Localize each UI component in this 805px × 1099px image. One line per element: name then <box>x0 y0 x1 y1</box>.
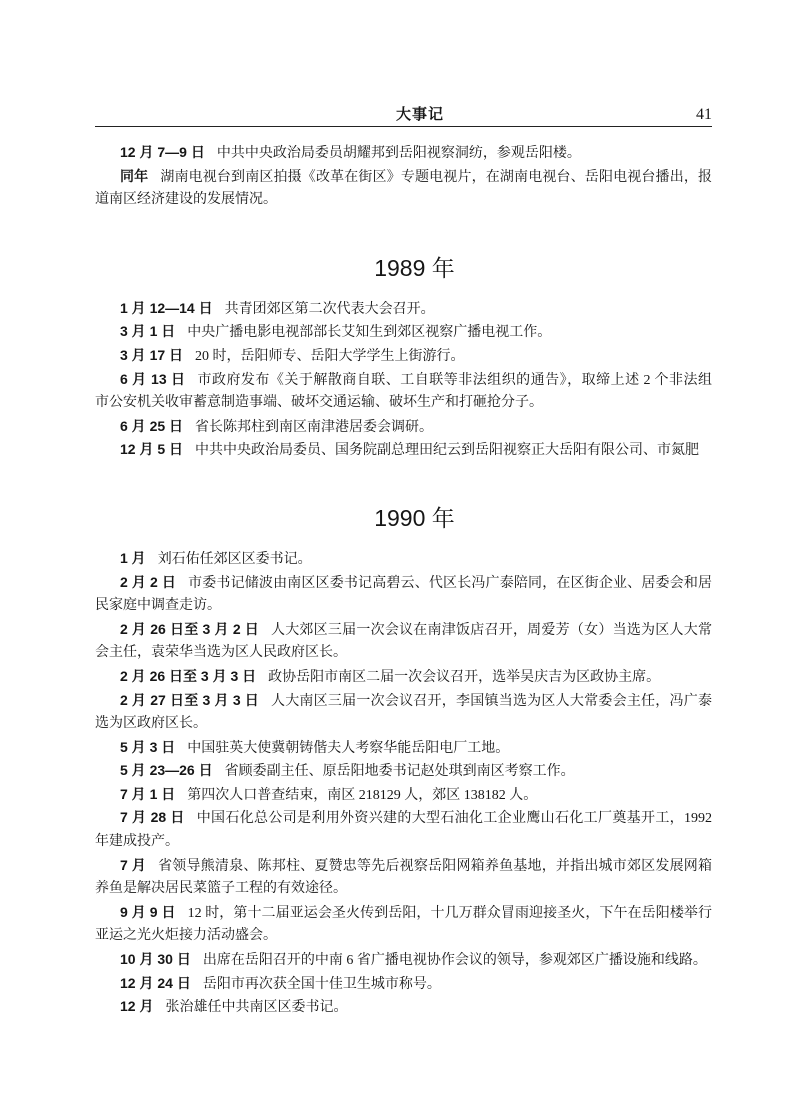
chronicle-entry <box>95 344 712 368</box>
entry-date: 1 月 12—14 日 <box>120 299 213 316</box>
chronicle-entry <box>95 806 712 853</box>
entry-text: 中国石化总公司是利用外资兴建的大型石油化工企业鹰山石化工厂奠基开工，1992 <box>196 811 712 827</box>
entry-text: 人大郊区三届一次会议在南津饭店召开，周爱芳（女）当选为区人大常 <box>270 622 712 638</box>
entry-first-line <box>95 665 712 689</box>
page-number: 41 <box>696 106 712 123</box>
chronicle-entry <box>95 854 712 901</box>
chronicle-entry <box>95 368 712 415</box>
entry-first-line <box>95 415 712 439</box>
entry-text: 12 时，第十二届亚运会圣火传到岳阳，十几万群众冒雨迎接圣火，下午在岳阳楼举行 <box>187 905 712 921</box>
chronicle-entry <box>95 948 712 972</box>
entry-date: 7 月 <box>120 856 147 873</box>
entry-text: 出席在岳阳召开的中南 6 省广播电视协作会议的领导，参观郊区广播设施和线路。 <box>202 953 707 969</box>
entry-text: 中国驻英大使冀朝铸偕夫人考察华能岳阳电厂工地。 <box>187 740 510 756</box>
entry-text: 共青团郊区第二次代表大会召开。 <box>224 301 435 317</box>
entry-date: 2 月 26 日至 3 月 2 日 <box>120 620 259 637</box>
entry-continuation-line <box>95 594 712 618</box>
header-rule <box>95 126 712 127</box>
entry-date: 5 月 3 日 <box>120 738 176 755</box>
entry-first-line <box>95 854 712 878</box>
entry-date: 3 月 1 日 <box>120 323 176 340</box>
entry-first-line <box>95 689 712 713</box>
entry-date: 9 月 9 日 <box>120 903 176 920</box>
entry-first-line <box>95 783 712 807</box>
year-heading: 1990 年 <box>374 504 455 531</box>
entry-text: 20 时，岳阳师专、岳阳大学学生上街游行。 <box>195 348 465 364</box>
entry-text: 市政府发布《关于解散商自联、工自联等非法组织的通告》，取缔上述 2 个非法组 <box>197 372 712 388</box>
chronicle-entry <box>95 995 712 1019</box>
chronicle-entry <box>95 783 712 807</box>
chronicle-body <box>95 141 712 1019</box>
entry-text: 湖南电视台到南区拍摄《改革在街区》专题电视片，在湖南电视台、岳阳电视台播出，报 <box>160 169 712 185</box>
entry-text: 张治雄任中共南区区委书记。 <box>165 1000 348 1016</box>
year-heading: 1989 年 <box>374 254 455 281</box>
entry-first-line <box>95 995 712 1019</box>
entry-continuation-line <box>95 641 712 665</box>
entry-continuation-line <box>95 924 712 948</box>
entry-text: 省顾委副主任、原岳阳地委书记赵处琪到南区考察工作。 <box>224 764 575 780</box>
chronicle-entry <box>95 689 712 736</box>
entry-first-line <box>95 438 712 462</box>
entry-text: 年建成投产。 <box>95 834 179 850</box>
entry-text: 第四次人口普查结束，南区 218129 人，郊区 138182 人。 <box>187 787 538 803</box>
year-entries <box>95 547 712 1019</box>
entry-first-line <box>95 736 712 760</box>
entry-first-line <box>95 618 712 642</box>
entry-text: 省长陈邦柱到南区南津港居委会调研。 <box>195 419 434 435</box>
entry-first-line <box>95 571 712 595</box>
entry-continuation-line <box>95 391 712 415</box>
chronicle-entry <box>95 736 712 760</box>
entry-text: 市公安机关收审蓄意制造事端、破坏交通运输、破坏生产和打砸抢分子。 <box>95 395 543 411</box>
entry-date: 10 月 30 日 <box>120 951 191 968</box>
chronicle-entry <box>95 141 712 165</box>
entry-date: 12 月 24 日 <box>120 974 191 991</box>
entry-text: 省领导熊清泉、陈邦柱、夏赞忠等先后视察岳阳网箱养鱼基地，并指出城市郊区发展网箱 <box>158 858 712 874</box>
chronicle-entry <box>95 571 712 618</box>
entry-text: 中共中央政治局委员胡耀邦到岳阳视察洞纺，参观岳阳楼。 <box>216 146 581 161</box>
entry-first-line <box>95 806 712 830</box>
chronicle-entry <box>95 547 712 571</box>
entry-date: 6 月 25 日 <box>120 417 184 434</box>
entry-date: 2 月 27 日至 3 月 3 日 <box>120 691 259 708</box>
entry-first-line <box>95 547 712 571</box>
entry-text: 中共中央政治局委员、国务院副总理田纪云到岳阳视察正大岳阳有限公司、市氮肥 <box>195 443 700 459</box>
chronicle-entry <box>95 297 712 321</box>
entry-date: 12 月 5 日 <box>120 441 184 458</box>
chronicle-entry <box>95 665 712 689</box>
entry-text: 刘石佑任郊区区委书记。 <box>157 551 312 567</box>
entry-date: 5 月 23—26 日 <box>120 762 213 779</box>
entry-first-line <box>95 297 712 321</box>
entry-first-line <box>95 368 712 392</box>
entry-text: 人大南区三届一次会议召开，李国镇当选为区人大常委会主任，冯广泰 <box>270 693 712 709</box>
continued-year-section <box>95 141 712 212</box>
entry-text: 养鱼是解决居民菜篮子工程的有效途径。 <box>95 881 347 897</box>
entry-continuation-line <box>95 712 712 736</box>
entry-date: 2 月 2 日 <box>120 573 177 590</box>
chronicle-entry <box>95 165 712 212</box>
running-header-title: 大事记 <box>395 106 444 123</box>
entry-text: 会主任，袁荣华当选为区人民政府区长。 <box>95 645 347 661</box>
entry-date: 2 月 26 日至 3 月 3 日 <box>120 667 257 684</box>
entry-text: 亚运之光火炬接力活动盛会。 <box>95 928 277 944</box>
chronicle-entry <box>95 438 712 462</box>
year-entries <box>95 297 712 462</box>
entry-continuation-line <box>95 830 712 854</box>
entry-date: 1 月 <box>120 549 146 566</box>
entry-date: 7 月 28 日 <box>120 809 185 826</box>
entry-first-line <box>95 948 712 972</box>
entry-date: 6 月 13 日 <box>120 370 186 387</box>
entry-date: 12 月 7—9 日 <box>120 144 205 160</box>
chronicle-entry <box>95 415 712 439</box>
chronicle-entry <box>95 759 712 783</box>
entry-continuation-line <box>95 877 712 901</box>
entry-text: 中央广播电影电视部部长艾知生到郊区视察广播电视工作。 <box>187 325 552 341</box>
chronicle-entry <box>95 972 712 996</box>
entry-text: 选为区政府区长。 <box>95 716 207 732</box>
chronicle-entry <box>95 618 712 665</box>
entry-text: 岳阳市再次获全国十佳卫生城市称号。 <box>202 976 441 992</box>
chronicle-entry <box>95 320 712 344</box>
chronicle-entry <box>95 901 712 948</box>
entry-first-line <box>95 901 712 925</box>
entry-continuation-line <box>95 188 712 212</box>
entry-date: 3 月 17 日 <box>120 346 184 363</box>
entry-text: 道南区经济建设的发展情况。 <box>95 192 277 208</box>
year-section <box>95 253 712 462</box>
entry-date: 12 月 <box>120 998 154 1015</box>
entry-first-line <box>95 141 712 165</box>
entry-first-line <box>95 320 712 344</box>
entry-text: 政协岳阳市南区二届一次会议召开，选举吴庆吉为区政协主席。 <box>268 669 661 685</box>
entry-text: 市委书记储波由南区区委书记高碧云、代区长冯广泰陪同，在区街企业、居委会和居 <box>188 575 712 591</box>
entry-first-line <box>95 759 712 783</box>
entry-first-line <box>95 344 712 368</box>
year-section <box>95 503 712 1019</box>
entry-text: 民家庭中调查走访。 <box>95 598 221 614</box>
entry-first-line <box>95 972 712 996</box>
entry-first-line <box>95 165 712 189</box>
entry-date: 7 月 1 日 <box>120 785 176 802</box>
entry-date: 同年 <box>120 167 149 184</box>
